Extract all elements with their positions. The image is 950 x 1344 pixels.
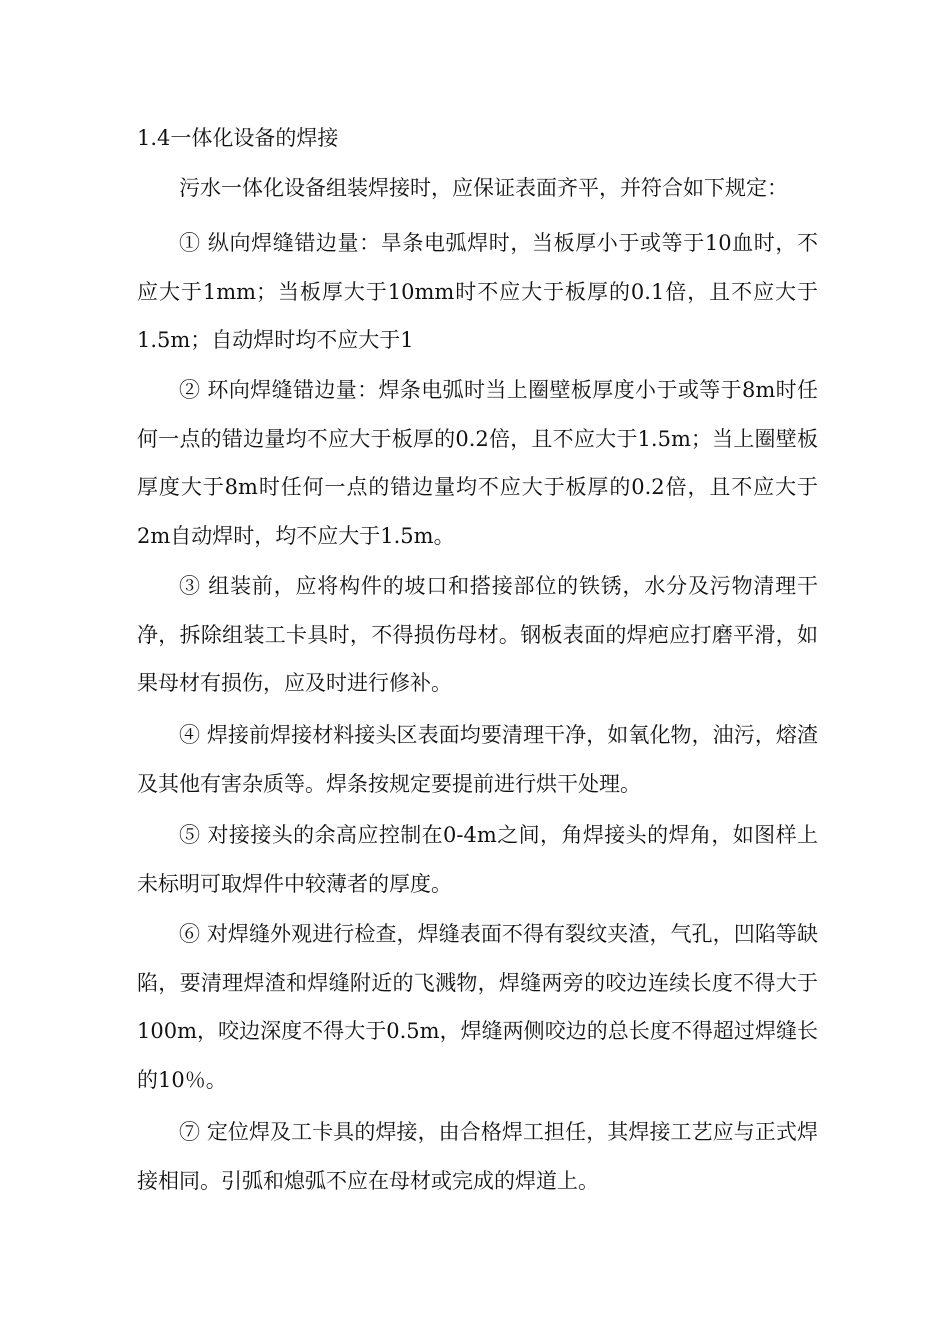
intro-paragraph: 污水一体化设备组装焊接时，应保证表面齐平，并符合如下规定： xyxy=(179,176,788,200)
rule-1-paragraph: ① 纵向焊缝错边量：旱条电弧焊时，当板厚小于或等于10血时，不应大于1mm；当板厚大于10mm时不应大于板厚的0.1倍，且不应大于1.5m；自动焊时均不应大于1 xyxy=(137,231,818,352)
rule-3-paragraph: ③ 组装前，应将构件的坡口和搭接部位的铁锈，水分及污物清理干净，拆除组装工卡具时，不得损伤母材。钢板表面的焊疤应打磨平滑，如果母材有损伤，应及时进行修补。 xyxy=(137,574,818,695)
rule-2-paragraph: ② 环向焊缝错边量：焊条电弧时当上圈壁板厚度小于或等于8m时任何一点的错边量均不应大于板厚的0.2倍，且不应大于1.5m；当上圈壁板厚度大于8m时任何一点的错边量均不应大于板厚的0.2倍，且不应大于2m自动焊时，均不应大于1.5m。 xyxy=(137,378,818,548)
rule-7-paragraph: ⑦ 定位焊及工卡具的焊接，由合格焊工担任，其焊接工艺应与正式焊接相同。引弧和熄弧不应在母材或完成的焊道上。 xyxy=(137,1120,818,1193)
rule-6-paragraph: ⑥ 对焊缝外观进行检查，焊缝表面不得有裂纹夹渣，气孔，凹陷等缺陷，要清理焊渣和焊缝附近的飞溅物，焊缝两旁的咬边连续长度不得大于100m，咬边深度不得大于0.5m，焊缝两侧咬边的总长度不得超过焊缝长的10％。 xyxy=(137,922,818,1092)
section-heading: 1.4一体化设备的焊接 xyxy=(137,126,339,150)
rule-4-paragraph: ④ 焊接前焊接材料接头区表面均要清理干净，如氧化物，油污，熔渣及其他有害杂质等。焊条按规定要提前进行烘干处理。 xyxy=(137,723,818,796)
rule-5-paragraph: ⑤ 对接接头的余高应控制在0-4m之间，角焊接头的焊角，如图样上未标明可取焊件中较薄者的厚度。 xyxy=(137,823,818,896)
